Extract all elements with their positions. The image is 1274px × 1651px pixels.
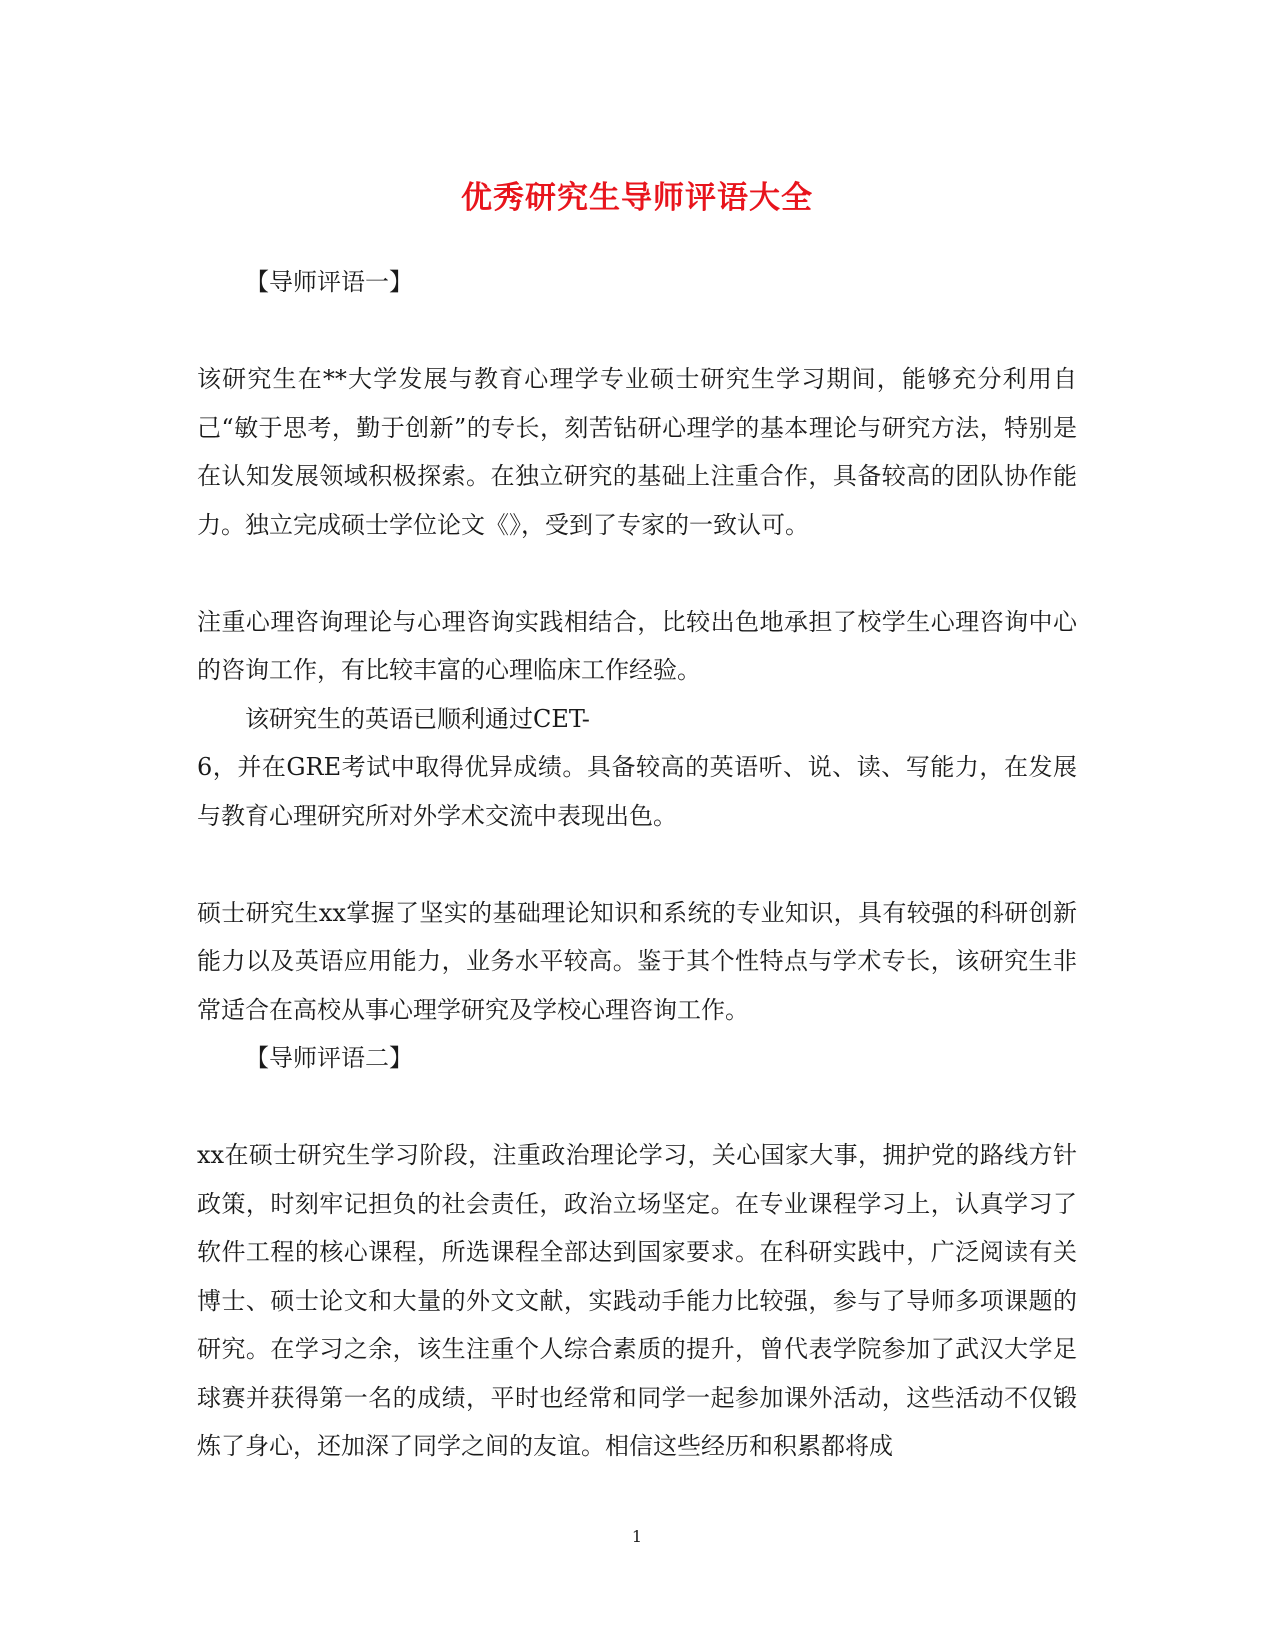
section-heading-1: 【导师评语一】 bbox=[245, 268, 413, 296]
section-heading-2: 【导师评语二】 bbox=[245, 1044, 413, 1072]
page-number: 1 bbox=[631, 1527, 643, 1546]
document-title: 优秀研究生导师评语大全 bbox=[461, 180, 813, 216]
paragraph-3: 该研究生的英语已顺利通过CET- bbox=[245, 704, 590, 733]
document-body bbox=[197, 258, 1077, 1471]
paragraph-5: 硕士研究生xx掌握了坚实的基础理论知识和系统的专业知识，具有较强的科研创新能力以及英语应用能力，业务水平较高。鉴于其个性特点与学术专长，该研究生非常适合在高校从事心理学研究及学校心理咨询工作。 bbox=[197, 898, 1077, 1024]
paragraph-2: 注重心理咨询理论与心理咨询实践相结合，比较出色地承担了校学生心理咨询中心的咨询工作，有比较丰富的心理临床工作经验。 bbox=[197, 607, 1077, 684]
paragraph-1: 该研究生在**大学发展与教育心理学专业硕士研究生学习期间，能够充分利用自己“敏于思考，勤于创新”的专长，刻苦钻研心理学的基本理论与研究方法，特别是在认知发展领域积极探索。在独立研究的基础上注重合作，具备较高的团队协作能力。独立完成硕士学位论文《》，受到了专家的一致认可。 bbox=[197, 365, 1077, 539]
paragraph-4: 6，并在GRE考试中取得优异成绩。具备较高的英语听、说、读、写能力，在发展与教育心理研究所对外学术交流中表现出色。 bbox=[197, 753, 1077, 830]
paragraph-6: xx在硕士研究生学习阶段，注重政治理论学习，关心国家大事，拥护党的路线方针政策，时刻牢记担负的社会责任，政治立场坚定。在专业课程学习上，认真学习了软件工程的核心课程，所选课程全部达到国家要求。在科研实践中，广泛阅读有关博士、硕士论文和大量的外文文献，实践动手能力比较强，参与了导师多项课题的研究。在学习之余，该生注重个人综合素质的提升，曾代表学院参加了武汉大学足球赛并获得第一名的成绩，平时也经常和同学一起参加课外活动，这些活动不仅锻炼了身心，还加深了同学之间的友谊。相信这些经历和积累都将成 bbox=[197, 1141, 1077, 1460]
